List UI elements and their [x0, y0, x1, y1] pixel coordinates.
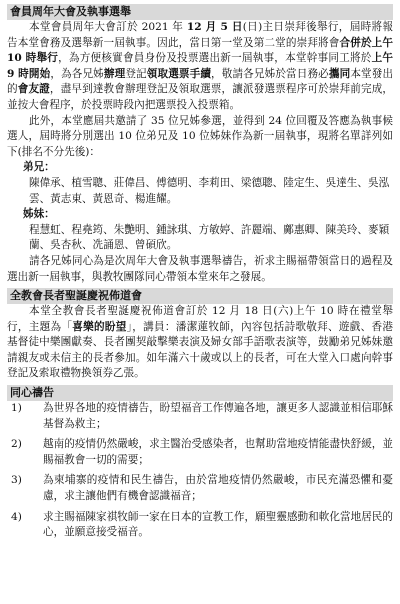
body-text: ，為各兄姊	[50, 67, 104, 80]
emphasis-text: 上午 9 時開始	[7, 52, 394, 80]
emphasis-text: 會友證	[17, 83, 50, 96]
elderly-christmas-paragraph	[7, 304, 393, 382]
bulletin-page	[0, 4, 400, 604]
prayer-text: 為柬埔寨的疫情和民生禱告，由於當地疫情仍然嚴峻，市民充滿恐懼和憂慮，求主讓他們有機會認識福音；	[43, 474, 393, 503]
prayer-item	[7, 401, 393, 432]
prayer-item	[7, 473, 393, 504]
sisters-label: 姊妹：	[23, 208, 55, 221]
emphasis-text: 合併於上午 10 時舉行	[7, 36, 393, 65]
section-title-agm: 會員周年大會及執事選舉	[7, 4, 393, 20]
section-title-elderly-christmas: 全教會長者聖誕慶祝佈道會	[7, 288, 393, 304]
body-text: ，敬請各兄姊於當日務必	[211, 67, 329, 80]
body-text: ，為方便核實會員身份及投票選出新一屆執事，本堂幹事同工將於	[58, 52, 372, 65]
emphasis-text: 12 月 5 日	[186, 21, 243, 33]
agm-paragraph-1	[7, 20, 393, 114]
section-title-prayer: 同心禱告	[7, 385, 393, 401]
brothers-label: 弟兄：	[23, 161, 55, 174]
emphasis-text: 辦理	[103, 67, 126, 80]
agm-paragraph-2: 此外，本堂應屆共邀請了 35 位兄姊參選，並得到 24 位回覆及答應為執事候選人，屆時將分別選出 10 位弟兄及 10 位姊妹作為新一屆執事，現將名單詳列如下(排名不分先後)：	[7, 114, 393, 158]
prayer-number: 1)	[11, 402, 22, 415]
emphasis-text: 領取選票手續	[146, 67, 212, 80]
body-text: 本堂發出的	[7, 67, 394, 96]
prayer-list	[7, 401, 393, 541]
prayer-number: 2)	[11, 438, 22, 451]
prayer-text: 為世界各地的疫情禱告，盼望福音工作傳遍各地，讓更多人認識並相信耶穌基督為救主；	[43, 402, 393, 430]
body-text: 登記	[125, 67, 147, 80]
body-text: 」，講員：潘潔蓮牧師，內容包括詩歌敬拜、遊戲、香港基督徒中樂團獻奏、長者團契敲擊樂表演及婦女部手語歌表演等，鼓勵弟兄姊妹邀請親友或未信主的長者參加。如年滿六十歲或以上的長者，可在大堂入口處向幹事登記及索取禮物換領券乙張。	[7, 320, 394, 380]
prayer-text: 越南的疫情仍然嚴峻，求主醫治受感染者，也幫助當地疫情能盡快舒緩，並賜福教會一切的需要；	[43, 438, 393, 466]
prayer-item	[7, 437, 393, 468]
prayer-number: 3)	[11, 474, 22, 487]
brothers-names: 陳偉承、植雪聰、莊偉昌、傅德明、李莉田、梁德聰、陸定生、吳達生、吳泓雲、黃志東、黃恩奇、楊進耀。	[29, 176, 390, 205]
agm-paragraph-3: 請各兄姊同心為是次周年大會及執事選舉禱告，祈求主賜福帶領當日的過程及選出新一屆執事，與教牧團隊同心帶領本堂來年之發展。	[7, 254, 393, 283]
body-text: 本堂會員周年大會訂於 2021 年	[29, 21, 187, 33]
prayer-item	[7, 510, 393, 541]
prayer-text: 求主賜福陳家祺牧師一家在日本的宣教工作，願聖靈感動和軟化當地居民的心，並願意接受福音。	[43, 510, 393, 539]
body-text: ，盡早到達教會辦理登記及領取選票，讓派發選票程序可於崇拜前完成，並按大會程序，於投票時段內把選票投入投票箱。	[7, 83, 394, 111]
body-text: 本堂全教會長者聖誕慶祝佈道會訂於 12 月 18 日(六)上午 10 時在禮堂舉行，主題為「	[7, 305, 393, 333]
emphasis-text: 攜同	[328, 67, 351, 80]
body-text: (日)主日崇拜後舉行，屆時將報告本堂會務及選舉新一屆執事。因此，當日第一堂及第二堂的崇拜將會	[7, 21, 393, 49]
prayer-number: 4)	[11, 510, 22, 523]
emphasis-text: 喜樂的盼望	[72, 320, 127, 333]
sisters-names: 程慧虹、程堯筠、朱艷明、鍾詠琪、方敏婷、許麗端、鄺惠卿、陳美玲、麥穎蘭、吳杏秋、冼誦恩、曾碩欣。	[29, 223, 390, 252]
